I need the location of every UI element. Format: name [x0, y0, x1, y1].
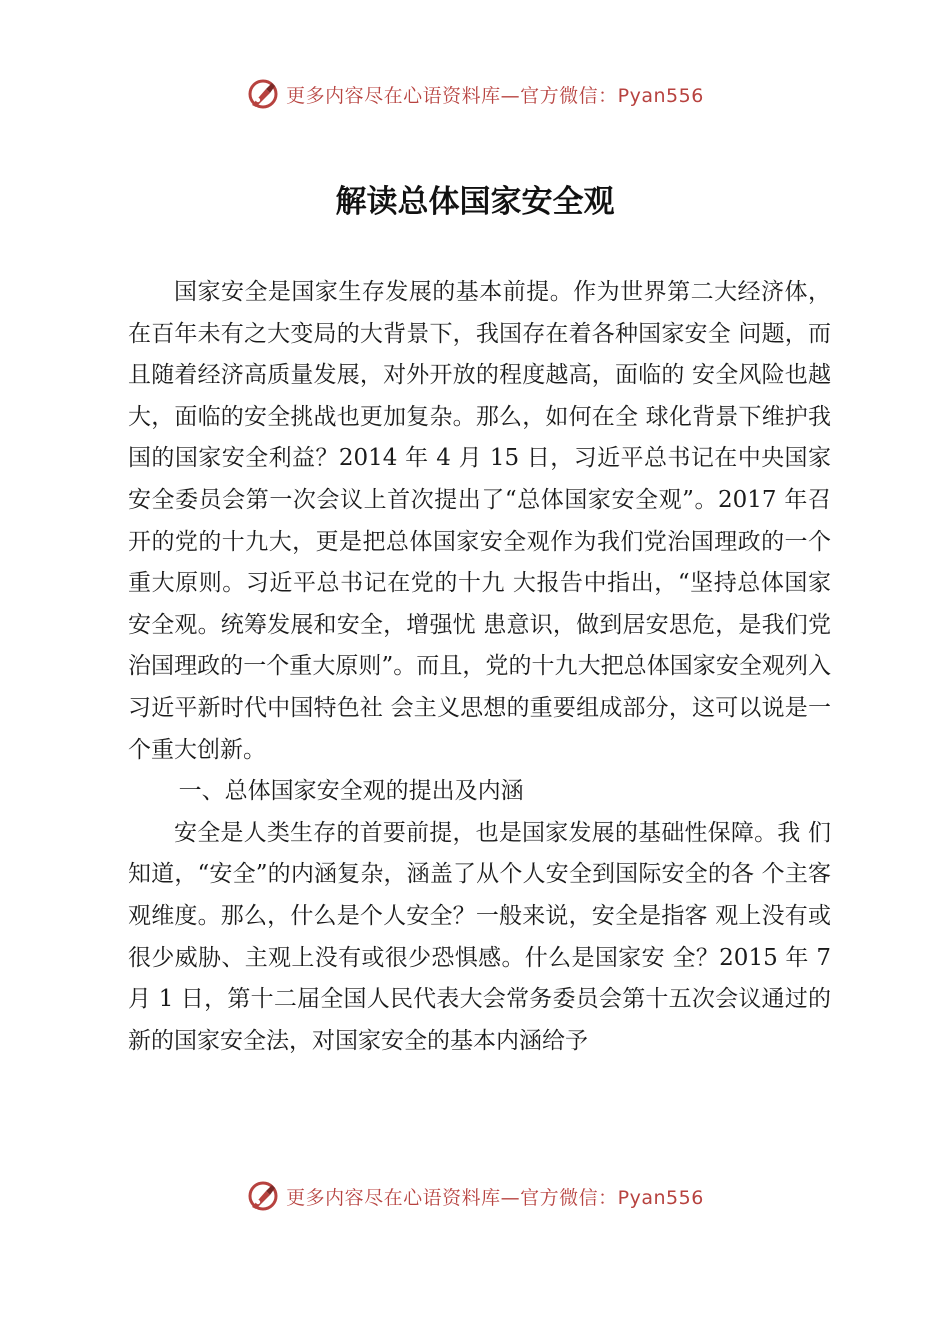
header-banner: [0, 74, 950, 114]
pen-logo-icon: [246, 77, 280, 111]
pen-logo-icon: [246, 1179, 280, 1213]
footer-banner: [0, 1176, 950, 1216]
section-heading: 一、总体国家安全观的提出及内涵: [178, 778, 524, 805]
document-title: 解读总体国家安全观: [335, 184, 615, 220]
footer-banner-text: 更多内容尽在心语资料库—官方微信：Pyan556: [286, 1186, 704, 1209]
intro-paragraph: 国家安全是国家生存发展的基本前提。作为世界第二大经济体，在百年未有之大变局的大背景下，我国存在着各种国家安全 问题，而且随着经济高质量发展，对外开放的程度越高，面临的 安全风险也越大，面临的安全挑战也更加复杂。那么，如何在全 球化背景下维护我国的国家安全利益？2014 年 4 月 15 日，习近平总书记在中央国家安全委员会第一次会议上首次提出了“总体国家安全观”。2017 年召开的党的十九大，更是把总体国家安全观作为我们党治国理政的一个重大原则。习近平总书记在党的十九 大报告中指出，“坚持总体国家安全观。统筹发展和安全，增强忧 患意识，做到居安思危，是我们党治国理政的一个重大原则”。而且，党的十九大把总体国家安全观列入习近平新时代中国特色社 会主义思想的重要组成部分，这可以说是一个重大创新。: [128, 279, 831, 763]
section-paragraph: 安全是人类生存的首要前提，也是国家发展的基础性保障。我 们知道，“安全”的内涵复杂，涵盖了从个人安全到国际安全的各 个主客观维度。那么，什么是个人安全？一般来说，安全是指客 观上没有或很少威胁、主观上没有或很少恐惧感。什么是国家安 全？2015 年 7 月 1 日，第十二届全国人民代表大会常务委员会第十五次会议通过的新的国家安全法，对国家安全的基本内涵给予: [128, 819, 831, 1054]
document-body: [128, 272, 831, 1062]
header-banner-text: 更多内容尽在心语资料库—官方微信：Pyan556: [286, 84, 704, 107]
